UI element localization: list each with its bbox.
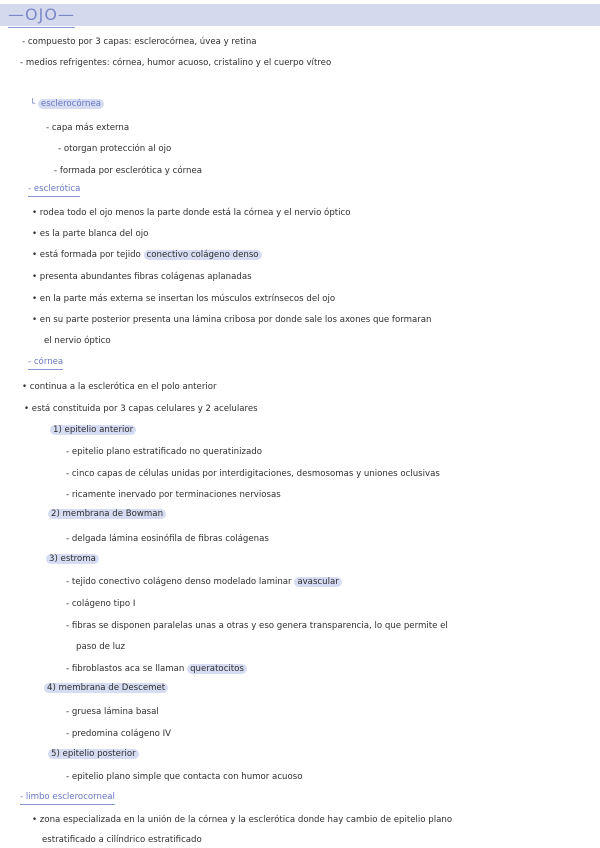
list-item: • en su parte posterior presenta una lámina cribosa por donde sale los axones que formaran <box>32 315 432 325</box>
list-item: - compuesto por 3 capas: esclerocórnea, úvea y retina <box>22 37 257 47</box>
list-item: estratificado a cilíndrico estratificado <box>42 835 202 845</box>
list-item: • es la parte blanca del ojo <box>32 229 149 239</box>
subheading: 4) membrana de Descemet <box>44 682 168 694</box>
list-item: • continua a la esclerótica en el polo anterior <box>22 382 217 392</box>
page-title: —OJO— <box>8 4 75 28</box>
section-heading-cornea: - córnea <box>28 356 63 370</box>
section-heading-esclerocornea: └ esclerocórnea <box>30 98 104 110</box>
list-item: - ricamente inervado por terminaciones nerviosas <box>66 490 281 500</box>
section-heading-limbo: - limbo esclerocorneal <box>20 791 115 805</box>
list-item: • presenta abundantes fibras colágenas aplanadas <box>32 272 252 282</box>
list-item: - cinco capas de células unidas por interdigitaciones, desmosomas y uniones oclusivas <box>66 469 440 479</box>
list-item: - capa más externa <box>46 123 130 133</box>
list-item: - fibroblastos aca se llaman queratocitos <box>66 663 247 675</box>
list-item: - fibras se disponen paralelas unas a otras y eso genera transparencia, lo que permite el <box>66 621 448 631</box>
subheading: 1) epitelio anterior <box>50 424 136 436</box>
list-item: - delgada lámina eosinófila de fibras colágenas <box>66 534 269 544</box>
highlight: avascular <box>294 577 341 587</box>
list-item: - epitelio plano estratificado no queratinizado <box>66 447 262 457</box>
list-item: - otorgan protección al ojo <box>58 144 172 154</box>
list-item: • en la parte más externa se insertan los músculos extrínsecos del ojo <box>32 294 336 304</box>
list-item: • rodea todo el ojo menos la parte donde está la córnea y el nervio óptico <box>32 208 351 218</box>
list-item: - formada por esclerótica y córnea <box>54 166 202 176</box>
list-item: - gruesa lámina basal <box>66 707 159 717</box>
subheading: 3) estroma <box>46 553 99 565</box>
subheading: 2) membrana de Bowman <box>48 508 166 520</box>
highlight: conectivo colágeno denso <box>144 250 262 260</box>
list-item: • está formada por tejido conectivo colágeno denso <box>32 249 262 261</box>
list-item: - colágeno tipo I <box>66 599 136 609</box>
list-item: • zona especializada en la unión de la córnea y la esclerótica donde hay cambio de epitelio plano <box>32 815 453 825</box>
list-item: - predomina colágeno IV <box>66 729 172 739</box>
list-item: - epitelio plano simple que contacta con humor acuoso <box>66 772 303 782</box>
section-heading-esclerotica: - esclerótica <box>28 183 80 197</box>
list-item: - tejido conectivo colágeno denso modelado laminar avascular <box>66 576 342 588</box>
list-item: paso de luz <box>76 642 126 652</box>
highlight: queratocitos <box>187 664 247 674</box>
list-item: - medios refrigentes: córnea, humor acuoso, cristalino y el cuerpo vítreo <box>20 58 332 68</box>
subheading: 5) epitelio posterior <box>48 748 139 760</box>
title-bar <box>0 4 600 26</box>
list-item: • está constituida por 3 capas celulares y 2 acelulares <box>24 404 258 414</box>
list-item: el nervio óptico <box>44 336 111 346</box>
